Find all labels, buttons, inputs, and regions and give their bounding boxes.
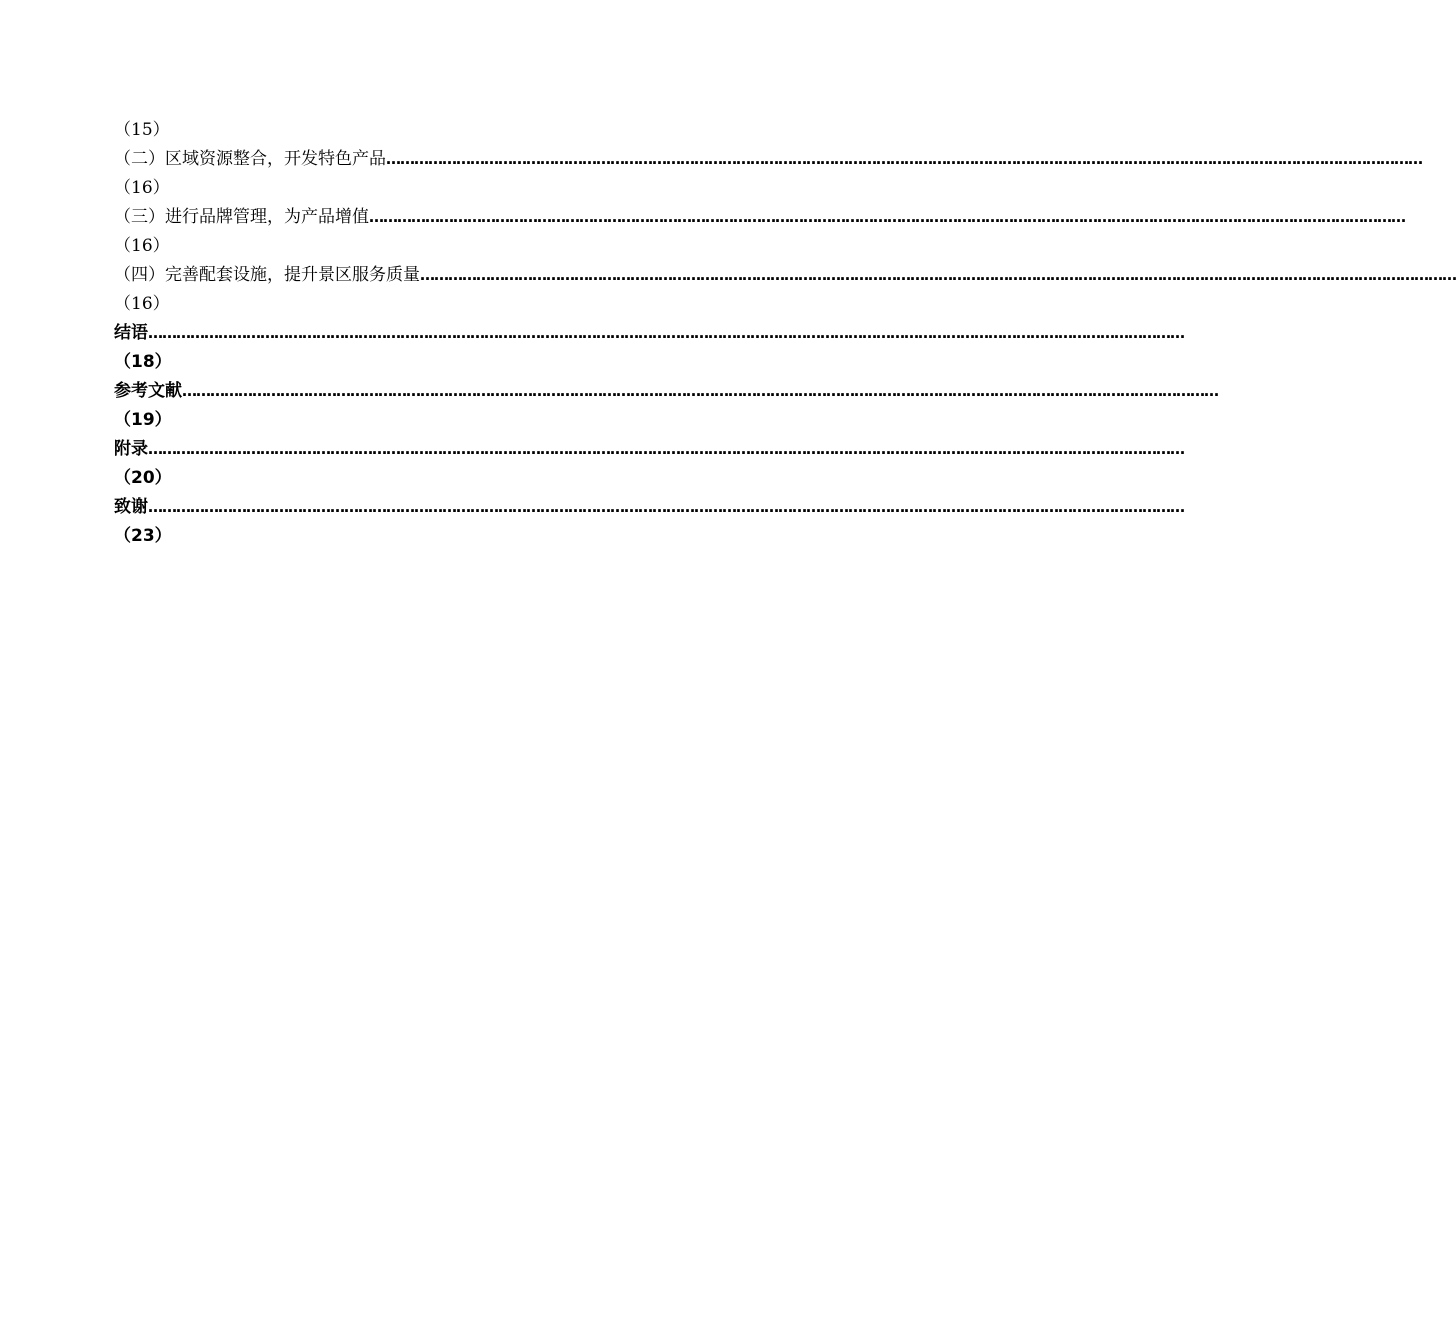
toc-entry-title: 结语 bbox=[114, 323, 148, 343]
toc-entry[interactable] bbox=[114, 319, 1184, 348]
toc-page-number: （18） bbox=[114, 352, 172, 372]
toc-leader-dots: …………………………………………………………………………………………………………………………………………………………………………………………………… bbox=[148, 324, 1184, 342]
toc-entry-title: 致谢 bbox=[114, 497, 148, 517]
toc-leader-dots: …………………………………………………………………………………………………………………………………………………………………………………………………… bbox=[386, 150, 1422, 168]
toc-leader-dots: …………………………………………………………………………………………………………………………………………………………………………………………………… bbox=[420, 266, 1456, 284]
toc-page-number: （23） bbox=[114, 526, 172, 546]
toc-entry-title: 参考文献 bbox=[114, 381, 182, 401]
toc-entry-title: 附录 bbox=[114, 439, 148, 459]
toc-entry[interactable] bbox=[114, 145, 1422, 174]
toc-page-number: （15） bbox=[114, 120, 170, 140]
toc-page-number: （19） bbox=[114, 410, 172, 430]
toc-leader-dots: …………………………………………………………………………………………………………………………………………………………………………………………………… bbox=[369, 208, 1405, 226]
toc-leader-dots: …………………………………………………………………………………………………………………………………………………………………………………………………… bbox=[182, 382, 1218, 400]
toc-entry[interactable] bbox=[114, 493, 1184, 522]
toc-page-number: （16） bbox=[114, 178, 170, 198]
toc-page-number: （20） bbox=[114, 468, 172, 488]
toc-entry[interactable] bbox=[114, 435, 1184, 464]
toc-page-number: （16） bbox=[114, 236, 170, 256]
toc-entry[interactable] bbox=[114, 377, 1218, 406]
toc-entry-title: （三）进行品牌管理，为产品增值 bbox=[114, 207, 369, 227]
toc-entry-title: （四）完善配套设施，提升景区服务质量 bbox=[114, 265, 420, 285]
toc-leader-dots: …………………………………………………………………………………………………………………………………………………………………………………………………… bbox=[148, 498, 1184, 516]
toc-entry[interactable] bbox=[114, 203, 1405, 232]
table-of-contents bbox=[114, 116, 1456, 551]
toc-entry[interactable] bbox=[114, 261, 1456, 290]
toc-page-number: （16） bbox=[114, 294, 170, 314]
toc-entry-title: （二）区域资源整合，开发特色产品 bbox=[114, 149, 386, 169]
toc-leader-dots: …………………………………………………………………………………………………………………………………………………………………………………………………… bbox=[148, 440, 1184, 458]
